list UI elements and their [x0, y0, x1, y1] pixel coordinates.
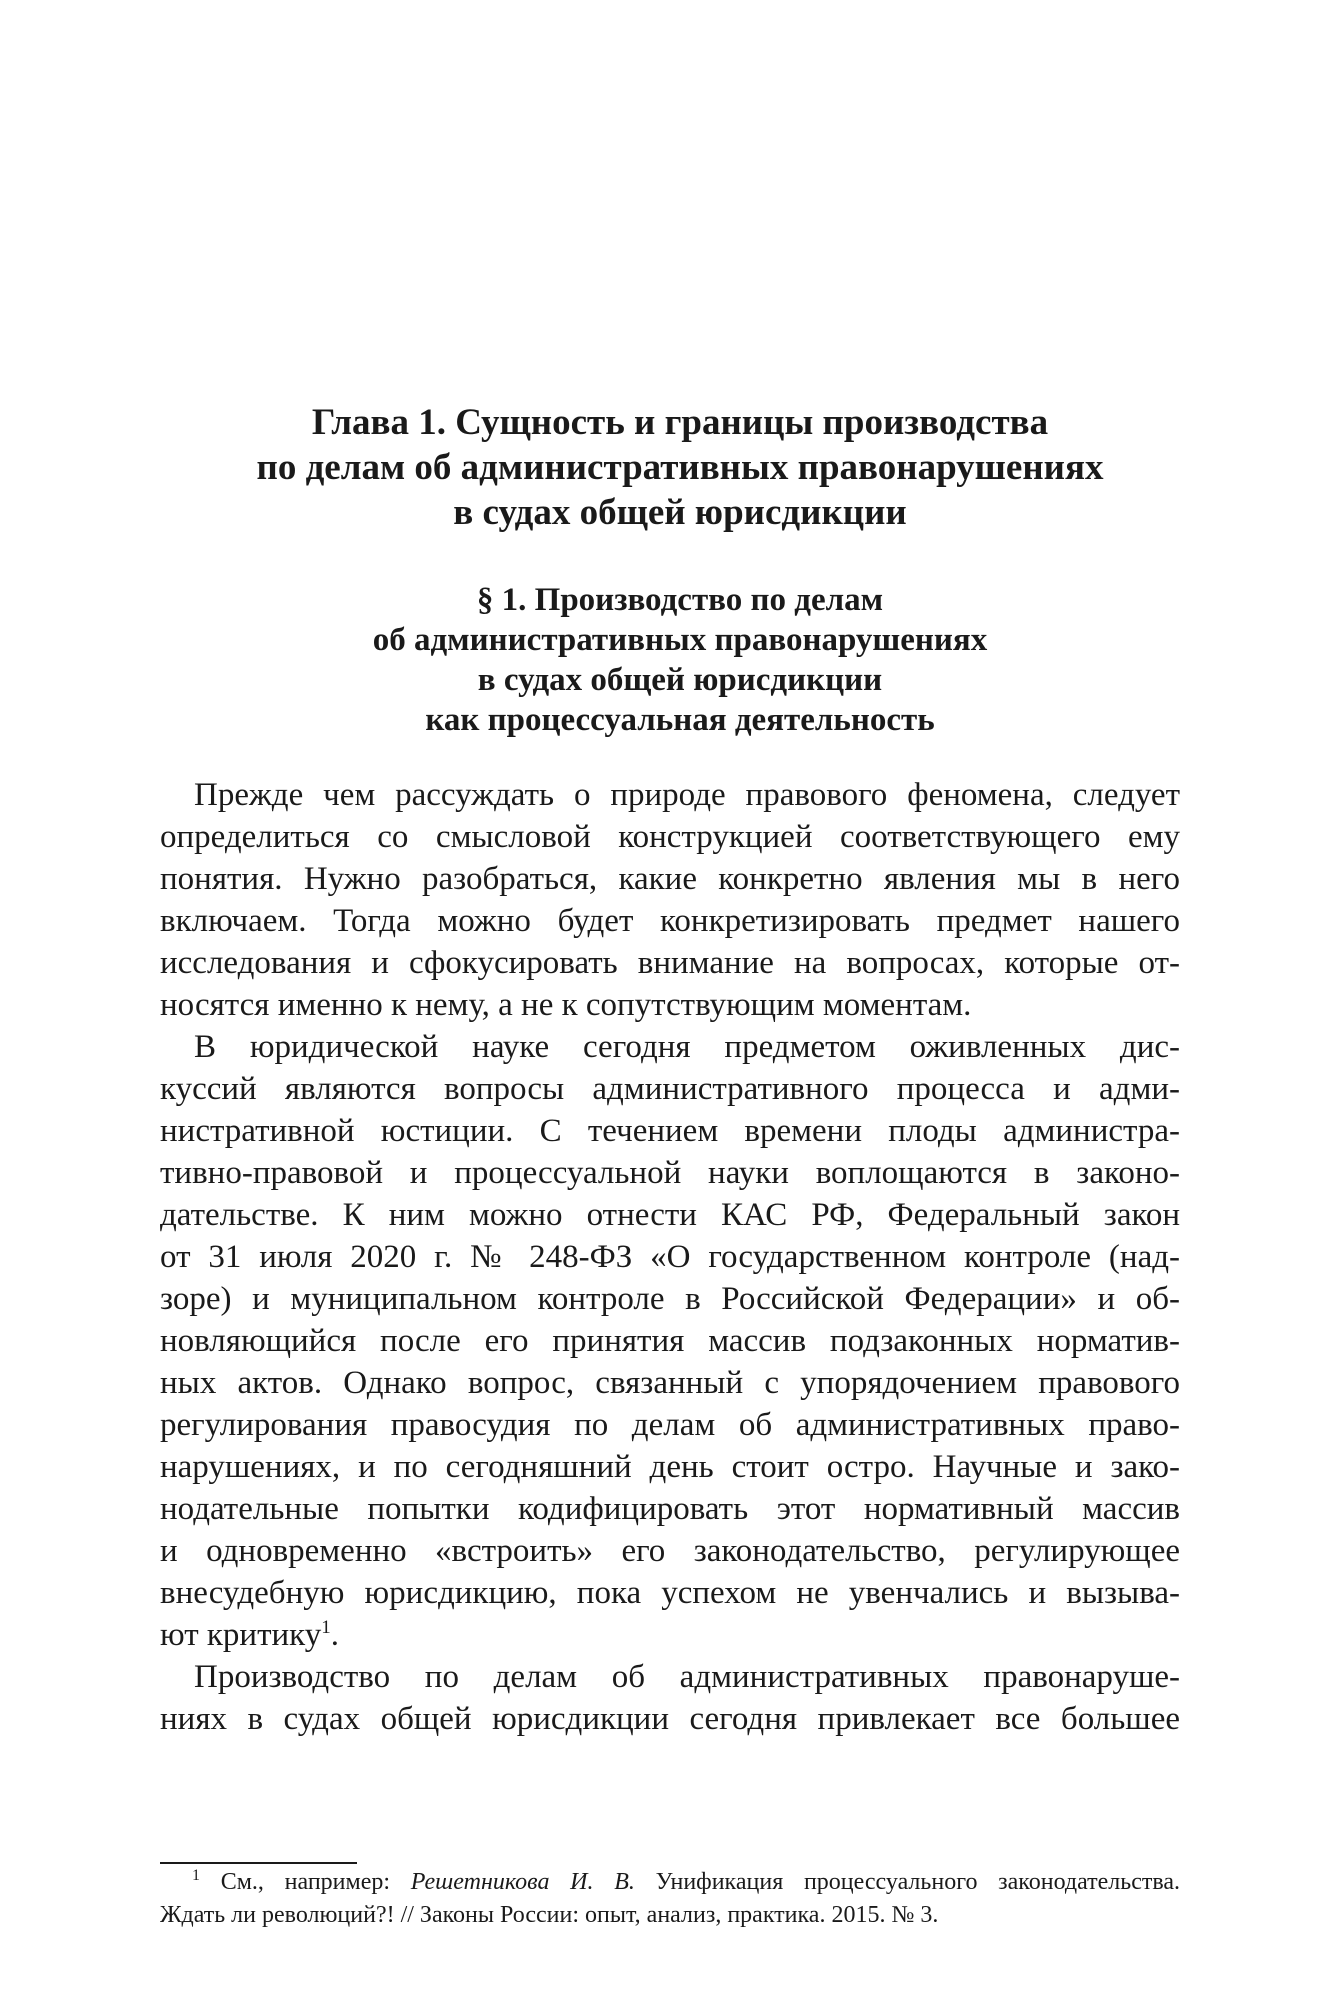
footnote-reference[interactable]: 1 — [321, 1617, 331, 1638]
text-line: нарушениях, и по сегодняшний день стоит остро. Научные и зако- — [160, 1449, 1180, 1485]
text-line: Прежде чем рассуждать о природе правового феномена, следует — [194, 777, 1180, 813]
text-line: Производство по делам об административных правонаруше- — [194, 1659, 1180, 1695]
section-title — [180, 580, 1180, 740]
section-title-line: об административных правонарушениях — [372, 622, 988, 658]
text-line: исследования и сфокусировать внимание на вопросах, которые от- — [160, 945, 1180, 981]
text-line: понятия. Нужно разобраться, какие конкретно явления мы в него — [160, 861, 1180, 897]
footnote-number: 1 — [192, 1867, 200, 1884]
text-line: носятся именно к нему, а не к сопутствующим моментам. — [160, 987, 972, 1023]
section-title-line: в судах общей юрисдикции — [477, 662, 883, 698]
text-line: дательстве. К ним можно отнести КАС РФ, Федеральный закон — [160, 1197, 1180, 1233]
paragraph-1 — [160, 774, 1180, 1026]
paragraph-2 — [160, 1026, 1180, 1656]
footnote-author: Решетникова И. В. — [410, 1869, 635, 1895]
footnote-text: Унификация процессуального законодательства. — [634, 1869, 1180, 1895]
text-line: нодательные попытки кодифицировать этот нормативный массив — [160, 1491, 1180, 1527]
section-title-line: § 1. Производство по делам — [476, 582, 884, 618]
text-line: нистративной юстиции. С течением времени плоды администра- — [160, 1113, 1180, 1149]
text-line: ных актов. Однако вопрос, связанный с упорядочением правового — [160, 1365, 1180, 1401]
text-line: регулирования правосудия по делам об административных право- — [160, 1407, 1180, 1443]
text-segment: ют критику — [160, 1617, 322, 1653]
text-line: от 31 июля 2020 г. № 248-ФЗ «О государственном контроле (над- — [160, 1239, 1180, 1275]
text-segment: . — [330, 1617, 339, 1653]
text-line: определиться со смысловой конструкцией соответствующего ему — [160, 819, 1180, 855]
footnote-divider — [160, 1862, 357, 1864]
text-line: и одновременно «встроить» его законодательство, регулирующее — [160, 1533, 1180, 1569]
text-line: тивно-правовой и процессуальной науки воплощаются в законо- — [160, 1155, 1180, 1191]
text-line: новляющийся после его принятия массив подзаконных норматив- — [160, 1323, 1180, 1359]
text-line: куссий являются вопросы административного процесса и адми- — [160, 1071, 1180, 1107]
chapter-title-line: в судах общей юрисдикции — [453, 492, 907, 533]
footnote-line: Ждать ли революций?! // Законы России: опыт, анализ, практика. 2015. № 3. — [160, 1902, 939, 1928]
chapter-title — [180, 400, 1180, 535]
text-line: внесудебную юрисдикцию, пока успехом не увенчались и вызыва- — [160, 1575, 1180, 1611]
text-line — [160, 1614, 1180, 1656]
footnote-line — [160, 1866, 1180, 1899]
chapter-title-line: Глава 1. Сущность и границы производства — [311, 402, 1049, 443]
chapter-title-line: по делам об административных правонарушениях — [256, 447, 1104, 488]
text-line: включаем. Тогда можно будет конкретизировать предмет нашего — [160, 903, 1180, 939]
text-line: В юридической науке сегодня предметом оживленных дис- — [194, 1029, 1180, 1065]
body-text — [160, 774, 1180, 1740]
paragraph-3 — [160, 1656, 1180, 1740]
text-line: зоре) и муниципальном контроле в Российской Федерации» и об- — [160, 1281, 1180, 1317]
footnote-prefix: См., например: — [220, 1869, 411, 1895]
section-title-line: как процессуальная деятельность — [425, 702, 935, 738]
text-line: ниях в судах общей юрисдикции сегодня привлекает все большее — [160, 1701, 1180, 1737]
footnotes — [160, 1866, 1180, 1932]
